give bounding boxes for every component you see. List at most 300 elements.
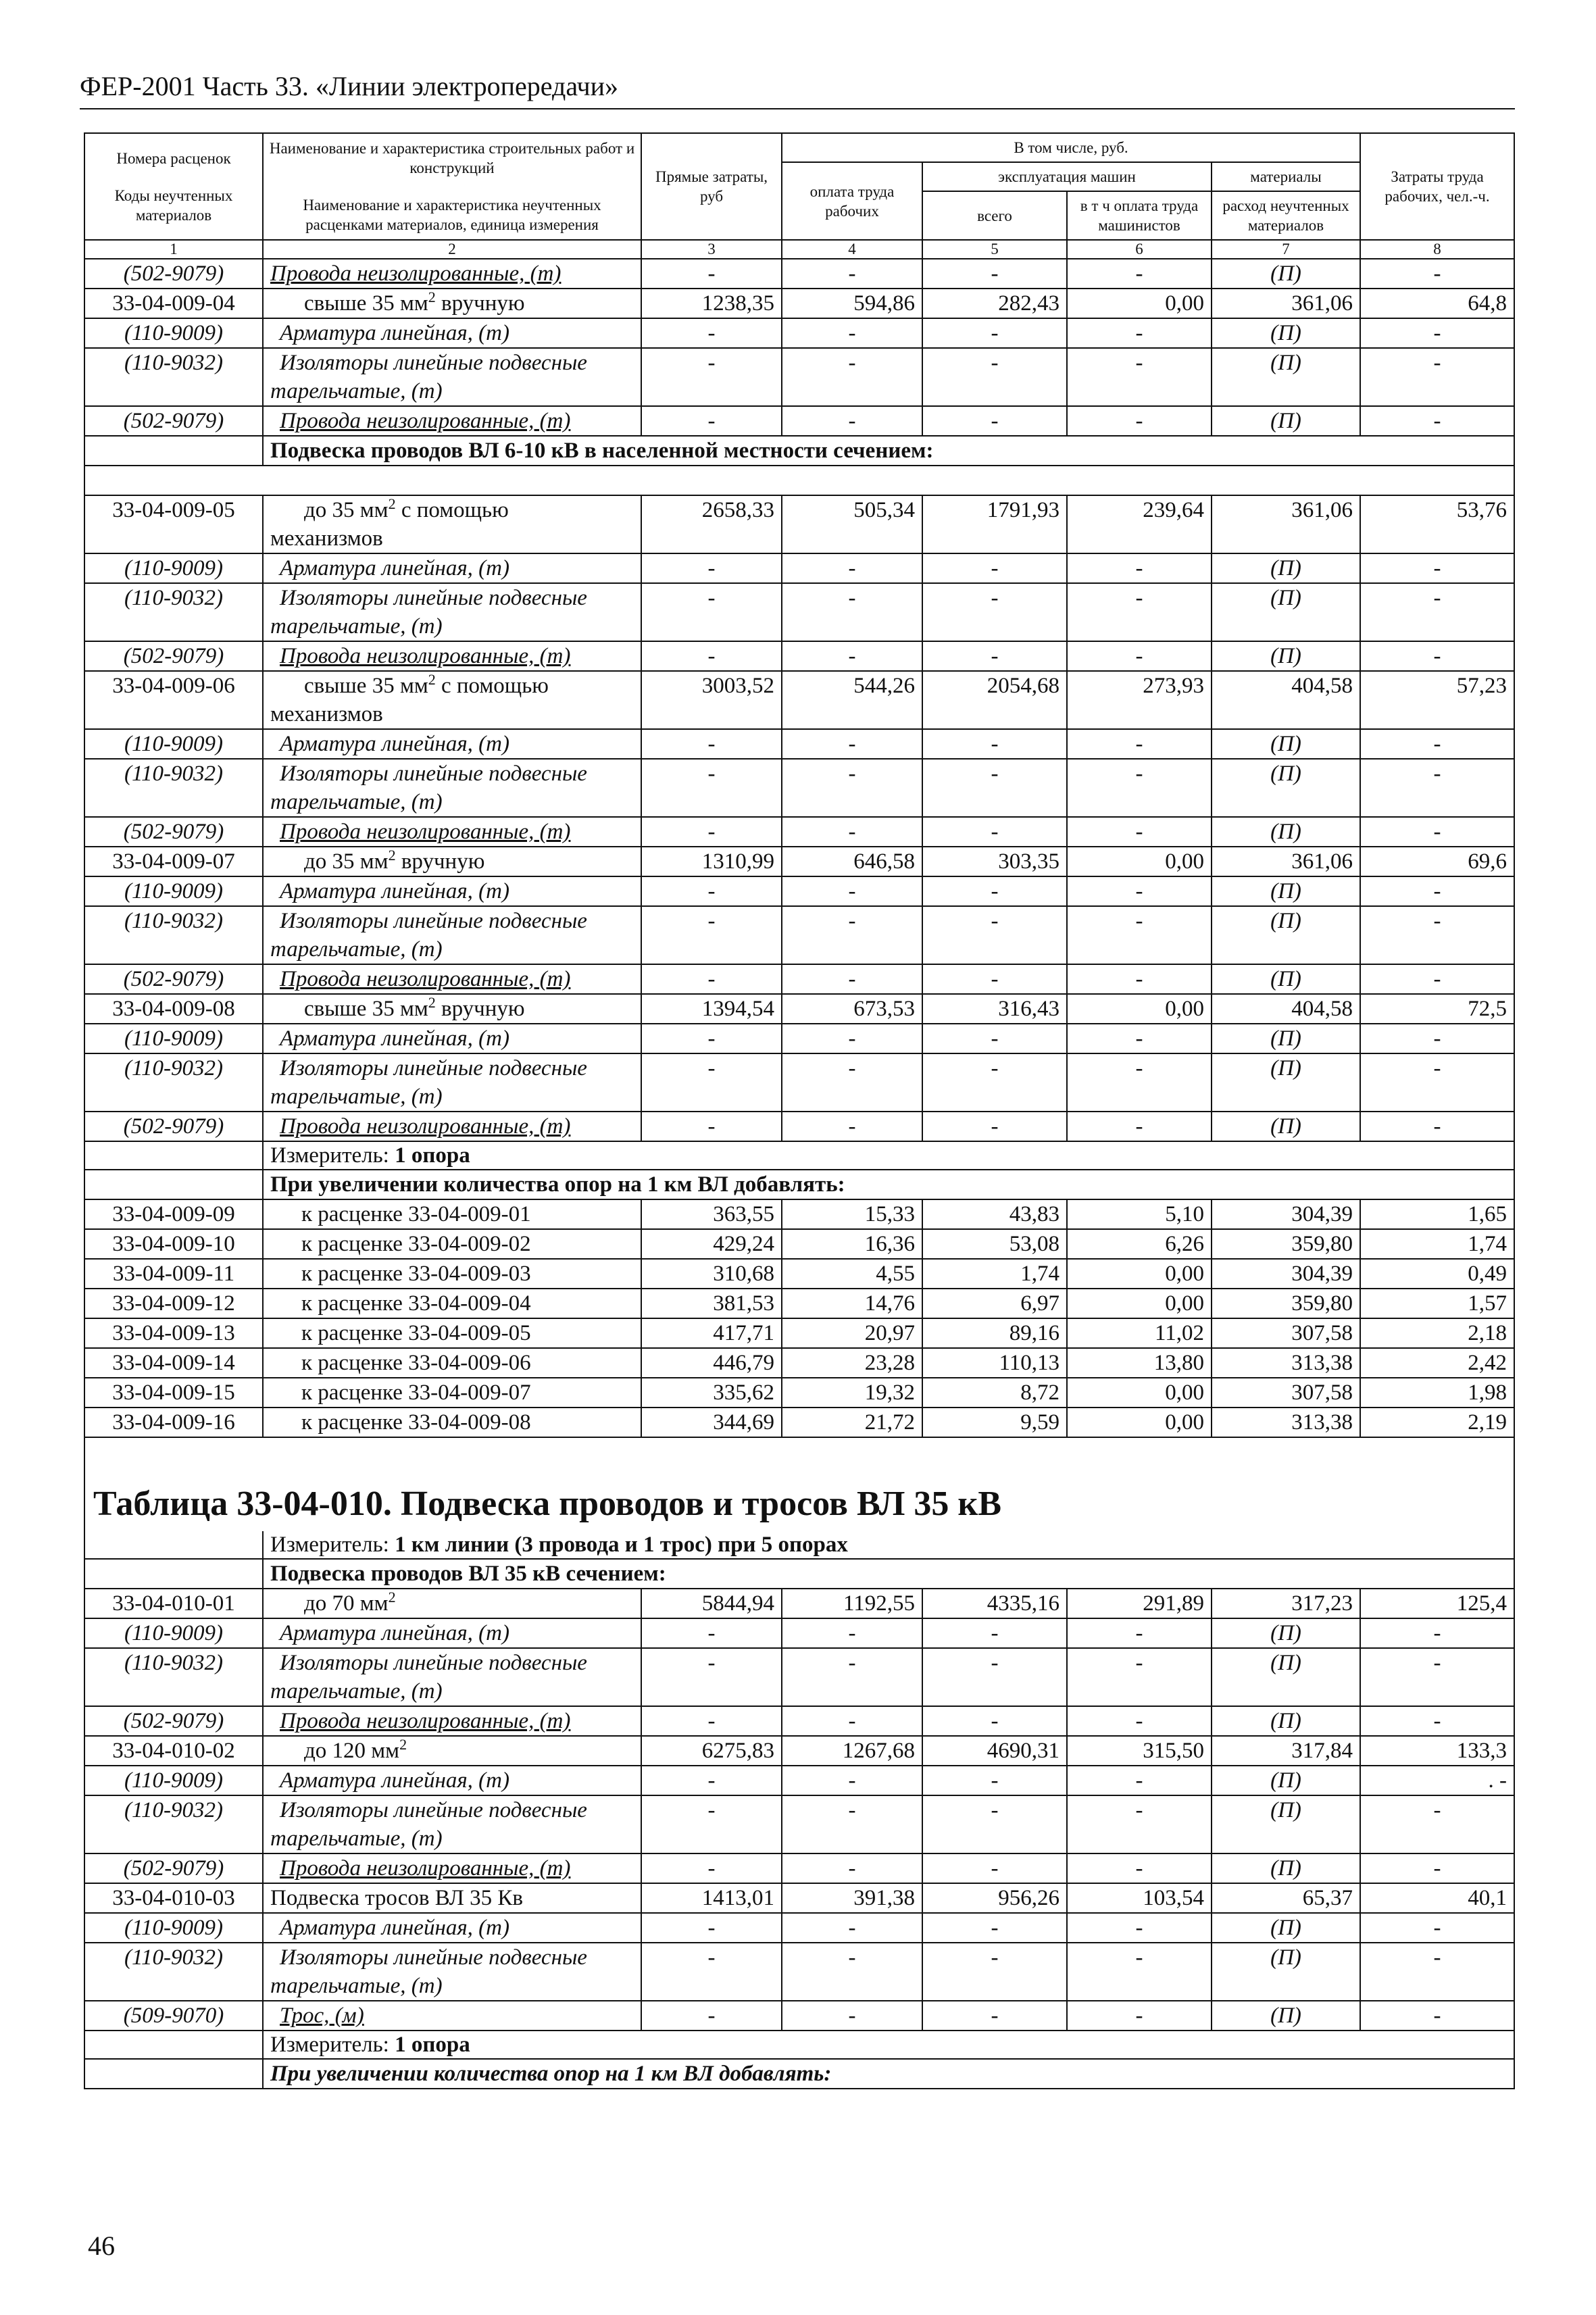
value-cell: - bbox=[1067, 641, 1212, 671]
col-number: 3 bbox=[641, 240, 782, 259]
value-cell: - bbox=[1067, 1648, 1212, 1706]
empty-cell bbox=[84, 2059, 263, 2089]
material-code: (110-9009) bbox=[84, 1024, 263, 1053]
value-cell: 1,65 bbox=[1360, 1199, 1514, 1229]
material-name: Арматура линейная, (т) bbox=[263, 553, 641, 583]
material-name bbox=[263, 1795, 641, 1853]
section-heading-row bbox=[84, 1170, 1514, 1199]
value-cell: - bbox=[782, 1913, 922, 1943]
value-cell: - bbox=[782, 817, 922, 847]
material-name: Арматура линейная, (т) bbox=[263, 318, 641, 348]
value-cell: - bbox=[922, 1795, 1067, 1853]
value-cell: - bbox=[1067, 1112, 1212, 1141]
value-cell: 65,37 bbox=[1212, 1883, 1360, 1913]
value-cell: - bbox=[782, 906, 922, 964]
value-cell: 3003,52 bbox=[641, 671, 782, 729]
rate-code: 33-04-009-12 bbox=[84, 1289, 263, 1318]
rate-name-line: механизмов bbox=[270, 702, 383, 726]
rate-name-tail: вручную bbox=[435, 997, 525, 1021]
value-cell: - bbox=[782, 583, 922, 641]
value-cell: - bbox=[641, 583, 782, 641]
value-cell: - bbox=[922, 1112, 1067, 1141]
material-row bbox=[84, 259, 1514, 289]
rate-code: 33-04-009-16 bbox=[84, 1408, 263, 1437]
addition-row bbox=[84, 1229, 1514, 1259]
rate-row bbox=[84, 1736, 1514, 1766]
material-code: (110-9009) bbox=[84, 1913, 263, 1943]
value-cell: 1,98 bbox=[1360, 1378, 1514, 1408]
header-col2-bottom: Наименование и характеристика неучтенных расценками материалов, единица измерения bbox=[303, 197, 601, 233]
material-row bbox=[84, 583, 1514, 641]
value-cell: 0,00 bbox=[1067, 289, 1212, 318]
rate-row bbox=[84, 671, 1514, 729]
value-cell: (П) bbox=[1212, 318, 1360, 348]
value-cell: - bbox=[922, 759, 1067, 817]
value-cell: - bbox=[1360, 964, 1514, 994]
rate-name-line: механизмов bbox=[270, 526, 383, 551]
value-cell: - bbox=[1360, 1795, 1514, 1853]
value-cell: 0,00 bbox=[1067, 994, 1212, 1024]
value-cell: (П) bbox=[1212, 964, 1360, 994]
meter-cell bbox=[263, 1141, 1514, 1170]
value-cell: - bbox=[1067, 406, 1212, 436]
value-cell: 417,71 bbox=[641, 1318, 782, 1348]
material-code: (110-9009) bbox=[84, 1766, 263, 1795]
rate-name-text: свыше 35 мм bbox=[304, 291, 428, 316]
rate-row bbox=[84, 847, 1514, 876]
value-cell: - bbox=[1360, 759, 1514, 817]
value-cell: - bbox=[922, 641, 1067, 671]
spacer-row bbox=[84, 466, 1514, 495]
value-cell: - bbox=[922, 406, 1067, 436]
empty-cell bbox=[84, 2031, 263, 2059]
value-cell: - bbox=[1067, 729, 1212, 759]
rate-name: к расценке 33-04-009-04 bbox=[263, 1289, 641, 1318]
rate-code: 33-04-009-09 bbox=[84, 1199, 263, 1229]
empty-cell bbox=[84, 1141, 263, 1170]
value-cell: 0,49 bbox=[1360, 1259, 1514, 1289]
rate-name: к расценке 33-04-009-07 bbox=[263, 1378, 641, 1408]
value-cell: 313,38 bbox=[1212, 1348, 1360, 1378]
value-cell: - bbox=[641, 1943, 782, 2001]
column-number-row bbox=[84, 240, 1514, 259]
rate-name: Подвеска тросов ВЛ 35 Кв bbox=[263, 1883, 641, 1913]
value-cell: - bbox=[782, 1853, 922, 1883]
header-col6: в т ч оплата труда машинистов bbox=[1067, 191, 1212, 240]
rate-name-text: до 35 мм bbox=[304, 498, 389, 522]
value-cell: 103,54 bbox=[1067, 1883, 1212, 1913]
material-name: Трос, (м) bbox=[263, 2001, 641, 2031]
material-code: (502-9079) bbox=[84, 406, 263, 436]
value-cell: - bbox=[922, 583, 1067, 641]
rate-code: 33-04-009-15 bbox=[84, 1378, 263, 1408]
material-name-line: тарельчатые, (т) bbox=[270, 1679, 443, 1703]
material-row bbox=[84, 1853, 1514, 1883]
value-cell: - bbox=[782, 1618, 922, 1648]
material-name bbox=[263, 1648, 641, 1706]
rate-code: 33-04-009-14 bbox=[84, 1348, 263, 1378]
material-row bbox=[84, 906, 1514, 964]
value-cell: 6275,83 bbox=[641, 1736, 782, 1766]
rate-code: 33-04-009-07 bbox=[84, 847, 263, 876]
value-cell: 0,00 bbox=[1067, 1289, 1212, 1318]
addition-row bbox=[84, 1378, 1514, 1408]
value-cell: - bbox=[1360, 1618, 1514, 1648]
spacer-cell bbox=[84, 466, 1514, 495]
value-cell: 313,38 bbox=[1212, 1408, 1360, 1437]
rate-name-sup: 2 bbox=[428, 994, 436, 1011]
rate-name-tail: с помощью bbox=[395, 498, 509, 522]
table-title: Таблица 33-04-010. Подвеска проводов и тросов ВЛ 35 кВ bbox=[84, 1477, 1514, 1531]
value-cell: - bbox=[641, 964, 782, 994]
value-cell: - bbox=[641, 1766, 782, 1795]
section-heading-row bbox=[84, 436, 1514, 466]
value-cell: - bbox=[922, 318, 1067, 348]
value-cell: - bbox=[782, 1943, 922, 2001]
value-cell: - bbox=[782, 1706, 922, 1736]
value-cell: 317,84 bbox=[1212, 1736, 1360, 1766]
value-cell: - bbox=[641, 641, 782, 671]
value-cell: - bbox=[782, 348, 922, 406]
value-cell: 2,18 bbox=[1360, 1318, 1514, 1348]
value-cell: - bbox=[1067, 1943, 1212, 2001]
rate-name-sup: 2 bbox=[388, 847, 396, 864]
value-cell: - bbox=[641, 817, 782, 847]
meter-row bbox=[84, 2031, 1514, 2059]
value-cell: 64,8 bbox=[1360, 289, 1514, 318]
value-cell: - bbox=[922, 1706, 1067, 1736]
value-cell: - bbox=[1360, 259, 1514, 289]
empty-cell bbox=[84, 436, 263, 466]
value-cell: (П) bbox=[1212, 1795, 1360, 1853]
value-cell: - bbox=[1360, 906, 1514, 964]
material-code: (110-9032) bbox=[84, 583, 263, 641]
value-cell: - bbox=[782, 1112, 922, 1141]
rate-row bbox=[84, 289, 1514, 318]
value-cell: - bbox=[641, 1853, 782, 1883]
material-name-line: Изоляторы линейные подвесные bbox=[280, 909, 587, 933]
value-cell: - bbox=[1360, 583, 1514, 641]
material-code: (110-9009) bbox=[84, 1618, 263, 1648]
rate-code: 33-04-009-10 bbox=[84, 1229, 263, 1259]
material-code: (110-9032) bbox=[84, 348, 263, 406]
spacer-cell bbox=[84, 1437, 1514, 1477]
rate-name-text: до 120 мм bbox=[304, 1739, 400, 1763]
rate-name-sup: 2 bbox=[388, 1589, 396, 1605]
value-cell: (П) bbox=[1212, 1618, 1360, 1648]
value-cell: 335,62 bbox=[641, 1378, 782, 1408]
value-cell: 363,55 bbox=[641, 1199, 782, 1229]
value-cell: 1238,35 bbox=[641, 289, 782, 318]
value-cell: 13,80 bbox=[1067, 1348, 1212, 1378]
value-cell: (П) bbox=[1212, 1853, 1360, 1883]
value-cell: - bbox=[641, 759, 782, 817]
value-cell: 19,32 bbox=[782, 1378, 922, 1408]
rate-code: 33-04-009-06 bbox=[84, 671, 263, 729]
value-cell: 315,50 bbox=[1067, 1736, 1212, 1766]
value-cell: 110,13 bbox=[922, 1348, 1067, 1378]
value-cell: - bbox=[641, 1024, 782, 1053]
value-cell: - bbox=[1067, 759, 1212, 817]
material-row bbox=[84, 1766, 1514, 1795]
material-row bbox=[84, 1648, 1514, 1706]
value-cell: - bbox=[782, 1766, 922, 1795]
value-cell: - bbox=[782, 759, 922, 817]
value-cell: - bbox=[1360, 729, 1514, 759]
value-cell: 359,80 bbox=[1212, 1289, 1360, 1318]
value-cell: 381,53 bbox=[641, 1289, 782, 1318]
material-row bbox=[84, 348, 1514, 406]
value-cell: (П) bbox=[1212, 2001, 1360, 2031]
material-name: Арматура линейная, (т) bbox=[263, 1618, 641, 1648]
running-header: ФЕР-2001 Часть 33. «Линии электропередачи» bbox=[80, 71, 619, 101]
header-col1-bottom: Коды неучтенных материалов bbox=[114, 186, 233, 224]
material-name bbox=[263, 1053, 641, 1112]
value-cell: 5,10 bbox=[1067, 1199, 1212, 1229]
header-group: В том числе, руб. bbox=[782, 133, 1360, 162]
rate-row bbox=[84, 994, 1514, 1024]
meter-label: Измеритель: bbox=[270, 2033, 389, 2057]
value-cell: - bbox=[1360, 1112, 1514, 1141]
value-cell: - bbox=[922, 1053, 1067, 1112]
rate-name-text: свыше 35 мм bbox=[304, 674, 428, 698]
material-name: Провода неизолированные, (т) bbox=[263, 259, 641, 289]
value-cell: - bbox=[1360, 1648, 1514, 1706]
value-cell: - bbox=[922, 1648, 1067, 1706]
value-cell: 317,23 bbox=[1212, 1589, 1360, 1618]
material-name: Арматура линейная, (т) bbox=[263, 729, 641, 759]
value-cell: - bbox=[1067, 2001, 1212, 2031]
rate-code: 33-04-010-03 bbox=[84, 1883, 263, 1913]
value-cell: - bbox=[641, 1618, 782, 1648]
col-number: 5 bbox=[922, 240, 1067, 259]
value-cell: - bbox=[641, 1648, 782, 1706]
value-cell: 40,1 bbox=[1360, 1883, 1514, 1913]
rate-name-text: до 70 мм bbox=[304, 1591, 389, 1616]
material-name: Арматура линейная, (т) bbox=[263, 1024, 641, 1053]
material-row bbox=[84, 318, 1514, 348]
value-cell: - bbox=[1360, 348, 1514, 406]
addition-row bbox=[84, 1259, 1514, 1289]
value-cell: 1,57 bbox=[1360, 1289, 1514, 1318]
material-name bbox=[263, 583, 641, 641]
material-name: Арматура линейная, (т) bbox=[263, 876, 641, 906]
value-cell: 359,80 bbox=[1212, 1229, 1360, 1259]
material-row bbox=[84, 1706, 1514, 1736]
material-code: (110-9032) bbox=[84, 1648, 263, 1706]
value-cell: - bbox=[1360, 641, 1514, 671]
value-cell: - bbox=[641, 1053, 782, 1112]
value-cell: - bbox=[1360, 2001, 1514, 2031]
material-code: (110-9032) bbox=[84, 1053, 263, 1112]
value-cell: 20,97 bbox=[782, 1318, 922, 1348]
value-cell: - bbox=[922, 729, 1067, 759]
value-cell: - bbox=[1360, 1053, 1514, 1112]
value-cell: 2,42 bbox=[1360, 1348, 1514, 1378]
addition-row bbox=[84, 1408, 1514, 1437]
value-cell: 429,24 bbox=[641, 1229, 782, 1259]
value-cell: 404,58 bbox=[1212, 994, 1360, 1024]
value-cell: 361,06 bbox=[1212, 847, 1360, 876]
value-cell: 1267,68 bbox=[782, 1736, 922, 1766]
addition-row bbox=[84, 1199, 1514, 1229]
value-cell: (П) bbox=[1212, 1112, 1360, 1141]
material-row bbox=[84, 1024, 1514, 1053]
value-cell: - bbox=[922, 348, 1067, 406]
rate-code: 33-04-009-05 bbox=[84, 495, 263, 553]
value-cell: (П) bbox=[1212, 906, 1360, 964]
value-cell: - bbox=[922, 817, 1067, 847]
value-cell: - bbox=[922, 964, 1067, 994]
value-cell: (П) bbox=[1212, 553, 1360, 583]
addition-row bbox=[84, 1318, 1514, 1348]
value-cell: - bbox=[1067, 583, 1212, 641]
value-cell: - bbox=[922, 1943, 1067, 2001]
value-cell: - bbox=[1360, 406, 1514, 436]
value-cell: 2054,68 bbox=[922, 671, 1067, 729]
value-cell: - bbox=[1067, 1853, 1212, 1883]
rate-name bbox=[263, 495, 641, 553]
header-col4: оплата труда рабочих bbox=[782, 162, 922, 240]
rate-name: к расценке 33-04-009-06 bbox=[263, 1348, 641, 1378]
value-cell: - bbox=[1067, 1913, 1212, 1943]
rate-name-tail: вручную bbox=[395, 849, 485, 874]
value-cell: - bbox=[922, 1024, 1067, 1053]
material-name: Провода неизолированные, (т) bbox=[263, 964, 641, 994]
value-cell: - bbox=[641, 876, 782, 906]
header-col8: Затраты труда рабочих, чел.-ч. bbox=[1360, 133, 1514, 240]
material-name: Арматура линейная, (т) bbox=[263, 1913, 641, 1943]
value-cell: 53,76 bbox=[1360, 495, 1514, 553]
value-cell: - bbox=[641, 1112, 782, 1141]
header-col7: расход неучтенных материалов bbox=[1212, 191, 1360, 240]
rate-code: 33-04-010-01 bbox=[84, 1589, 263, 1618]
value-cell: 1791,93 bbox=[922, 495, 1067, 553]
meter-row bbox=[84, 1531, 1514, 1559]
value-cell: - bbox=[782, 964, 922, 994]
value-cell: - bbox=[1360, 1943, 1514, 2001]
material-name: Провода неизолированные, (т) bbox=[263, 817, 641, 847]
material-code: (110-9009) bbox=[84, 729, 263, 759]
meter-label: Измеритель: bbox=[270, 1533, 389, 1557]
value-cell: - bbox=[641, 406, 782, 436]
material-row bbox=[84, 1943, 1514, 2001]
value-cell: 133,3 bbox=[1360, 1736, 1514, 1766]
section-heading: При увеличении количества опор на 1 км ВЛ добавлять: bbox=[263, 2059, 1514, 2089]
material-row bbox=[84, 1112, 1514, 1141]
value-cell: 446,79 bbox=[641, 1348, 782, 1378]
value-cell: 273,93 bbox=[1067, 671, 1212, 729]
material-row bbox=[84, 2001, 1514, 2031]
value-cell: - bbox=[1067, 906, 1212, 964]
material-code: (110-9032) bbox=[84, 1943, 263, 2001]
value-cell: - bbox=[782, 1053, 922, 1112]
section-heading: При увеличении количества опор на 1 км ВЛ добавлять: bbox=[263, 1170, 1514, 1199]
value-cell: 11,02 bbox=[1067, 1318, 1212, 1348]
value-cell: - bbox=[782, 1795, 922, 1853]
material-row bbox=[84, 1618, 1514, 1648]
value-cell: - bbox=[782, 1648, 922, 1706]
value-cell: - bbox=[1067, 259, 1212, 289]
value-cell: 0,00 bbox=[1067, 1259, 1212, 1289]
material-code: (502-9079) bbox=[84, 259, 263, 289]
value-cell: - bbox=[1067, 318, 1212, 348]
meter-value: 1 км линии (3 провода и 1 трос) при 5 опорах bbox=[395, 1533, 848, 1557]
value-cell: 69,6 bbox=[1360, 847, 1514, 876]
material-name: Провода неизолированные, (т) bbox=[263, 406, 641, 436]
section-heading: Подвеска проводов ВЛ 35 кВ сечением: bbox=[263, 1559, 1514, 1589]
section-heading-row bbox=[84, 2059, 1514, 2089]
value-cell: 57,23 bbox=[1360, 671, 1514, 729]
page-number: 46 bbox=[88, 2231, 115, 2261]
meter-row bbox=[84, 1141, 1514, 1170]
value-cell: 9,59 bbox=[922, 1408, 1067, 1437]
value-cell: 4335,16 bbox=[922, 1589, 1067, 1618]
value-cell: 4690,31 bbox=[922, 1736, 1067, 1766]
material-code: (110-9032) bbox=[84, 906, 263, 964]
value-cell: - bbox=[1360, 817, 1514, 847]
material-name-line: Изоляторы линейные подвесные bbox=[280, 351, 587, 375]
value-cell: 1413,01 bbox=[641, 1883, 782, 1913]
value-cell: - bbox=[922, 2001, 1067, 2031]
meter-cell bbox=[263, 1531, 1514, 1559]
value-cell: - bbox=[1360, 1024, 1514, 1053]
meter-value: 1 опора bbox=[395, 2033, 470, 2057]
rate-name: к расценке 33-04-009-03 bbox=[263, 1259, 641, 1289]
material-row bbox=[84, 1913, 1514, 1943]
rate-name bbox=[263, 994, 641, 1024]
value-cell: 361,06 bbox=[1212, 289, 1360, 318]
value-cell: 304,39 bbox=[1212, 1259, 1360, 1289]
addition-row bbox=[84, 1289, 1514, 1318]
table-title-row bbox=[84, 1477, 1514, 1531]
header-machines: эксплуатация машин bbox=[922, 162, 1212, 191]
value-cell: 239,64 bbox=[1067, 495, 1212, 553]
empty-cell bbox=[84, 1559, 263, 1589]
material-name-line: Изоляторы линейные подвесные bbox=[280, 1651, 587, 1675]
rate-row bbox=[84, 1883, 1514, 1913]
value-cell: 8,72 bbox=[922, 1378, 1067, 1408]
material-name: Арматура линейная, (т) bbox=[263, 1766, 641, 1795]
section-heading: Подвеска проводов ВЛ 6-10 кВ в населенной местности сечением: bbox=[263, 436, 1514, 466]
value-cell: 505,34 bbox=[782, 495, 922, 553]
value-cell: 361,06 bbox=[1212, 495, 1360, 553]
value-cell: 303,35 bbox=[922, 847, 1067, 876]
material-code: (110-9009) bbox=[84, 876, 263, 906]
value-cell: 646,58 bbox=[782, 847, 922, 876]
value-cell: 15,33 bbox=[782, 1199, 922, 1229]
value-cell: 21,72 bbox=[782, 1408, 922, 1437]
value-cell: - bbox=[782, 1024, 922, 1053]
material-row bbox=[84, 641, 1514, 671]
header-rule bbox=[80, 108, 1515, 109]
rate-name-text: свыше 35 мм bbox=[304, 997, 428, 1021]
material-row bbox=[84, 876, 1514, 906]
value-cell: (П) bbox=[1212, 759, 1360, 817]
section-heading-row bbox=[84, 1559, 1514, 1589]
material-code: (110-9009) bbox=[84, 318, 263, 348]
value-cell: - bbox=[922, 259, 1067, 289]
rate-name bbox=[263, 1736, 641, 1766]
value-cell: 1394,54 bbox=[641, 994, 782, 1024]
value-cell: 6,97 bbox=[922, 1289, 1067, 1318]
material-name-line: тарельчатые, (т) bbox=[270, 614, 443, 639]
header-col3: Прямые затраты, руб bbox=[641, 133, 782, 240]
value-cell: - bbox=[782, 729, 922, 759]
value-cell: - bbox=[641, 553, 782, 583]
value-cell: - bbox=[1067, 1795, 1212, 1853]
value-cell: - bbox=[922, 553, 1067, 583]
